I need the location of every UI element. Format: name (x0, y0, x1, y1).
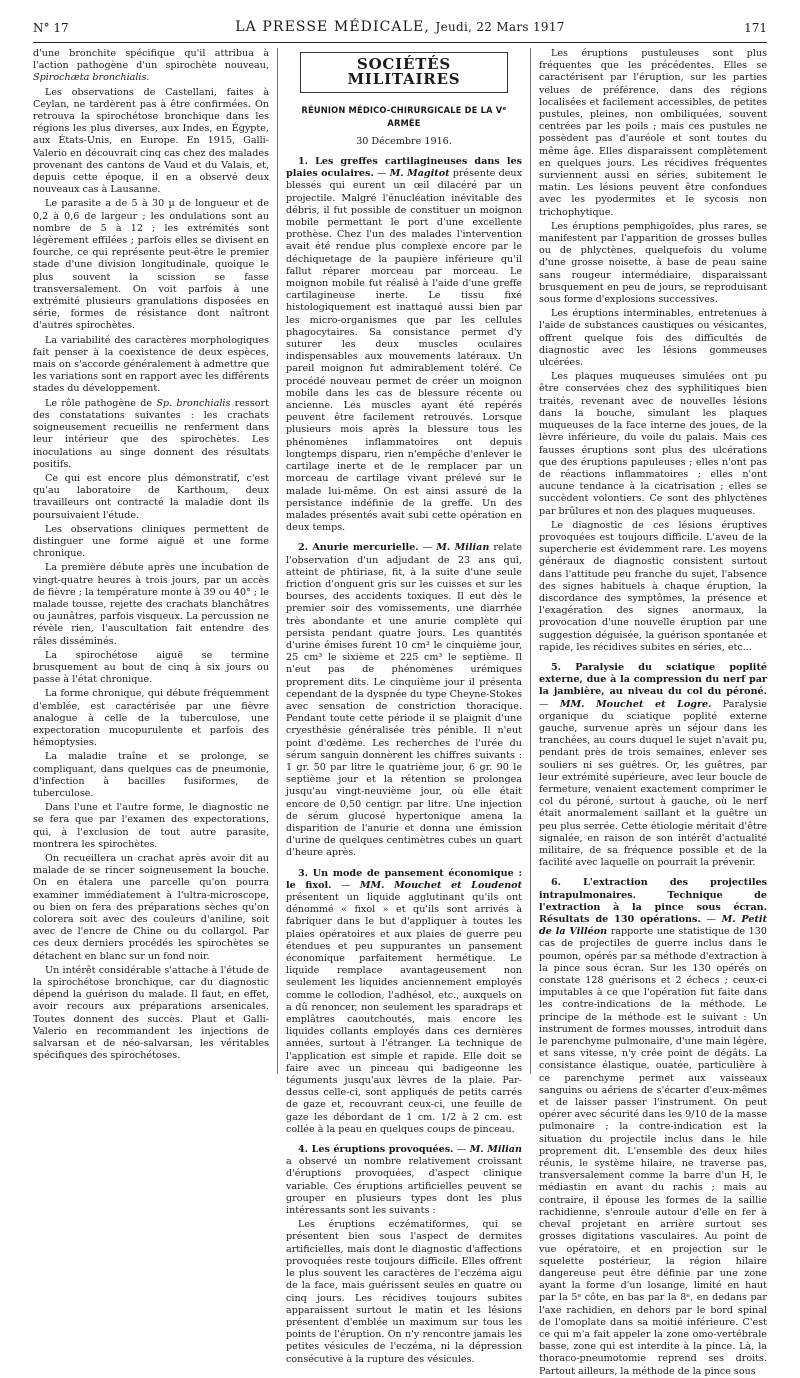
text: présentent un liquide agglutinant qu'ils ont dénommé « fixol » et qu'ils sont arrivés à fabriquer dans le but d'appliquer à toutes les plaies opératoires et aux plaies de guerre peu étendues et peu suppurantes un pansement économique parfaitement hermétique. Le liquide remplace avantageusement non seulement les liquides anciennement employés comme le collodion, l'adhésol, etc., auxquels on a dû renoncer, non seulement les sparadraps et emplâtres caoutchoutés, mais encore les liquides collants employés dans ces dernières années, surtout à l'étranger. La technique de l'application est simple et rapide. Elle doit se faire avec un pinceau qui badigeonne les téguments jusqu'aux lèvres de la plaie. Par-dessus celle-ci, sont appliqués de petits carrés de gaze et, recouvrant ceux-ci, une feuille de gaze les débordant de 1 cm. 1/2 à 2 cm. est collée à la peau en quelques coups de pinceau. (286, 892, 522, 1135)
journal-title: LA PRESSE MÉDICALE, (235, 19, 430, 35)
text: a observé un nombre relativement croissant d'éruptions provoquées, d'aspect clinique variable. Ces éruptions artificielles peuvent se grouper en plusieurs types dont les plus intéressants sont les suivants : (286, 1156, 522, 1217)
paragraph: Le diagnostic de ces lésions éruptives provoquées est toujours difficile. L'aveu de la supercherie est évidemment rare. Les moyens généraux de diagnostic consistent surtout dans l'attitude peu franche du sujet, l'absence des signes habituels à chaque éruption, la discordance des symptômes, la présence et l'exagération des signes anormaux, la provocation d'une nouvelle éruption par une suggestion déguisée, la guérison spontanée et rapide, les récidives subites en séries, etc... (539, 519, 767, 653)
running-header (33, 19, 767, 39)
paragraph: Les éruptions pustuleuses sont plus fréquentes que les précédentes. Elles se caractérisent par l'éruption, sur les parties velues de préférence, dans des régions localisées et facilement accessibles, de petites pustules, pleines, non ombiliquées, souvent centrées par les poils ; mais ces pustules ne possèdent pas d'auréole et sont toutes du même âge. Elles disparaissent complètement en quelques jours. Les récidives fréquentes surviennent aussi en séries, subitement le matin. Les lésions peuvent être confondues avec les pyodermites et le sycosis non trichophytique. (539, 48, 767, 218)
communication-title: 4. Les éruptions provoquées. (298, 1144, 454, 1156)
species-name: Spirochæta bronchialis. (33, 72, 150, 84)
page-number: 171 (744, 21, 767, 35)
paragraph: La maladie traîne et se prolonge, se compliquant, dans quelques cas de pneumonie, d'infection à bacilles fusiformes, de tuberculose. (33, 751, 269, 799)
paragraph: On recueillera un crachat après avoir dit au malade de se rincer soigneusement la bouche. On en étalera une parcelle qu'on pourra examiner immédiatement à l'ultra-microscope, ou bien on fera des préparations sèches qu'on colorera soit avec des couleurs d'aniline, soit avec de l'encre de Chine ou du collargol. Par ces deux derniers procédés les spirochètes se détachent en blanc sur un fond noir. (33, 853, 269, 962)
text: Le rôle pathogène de (45, 397, 153, 409)
column-divider (277, 48, 278, 1074)
communication: 5. Paralysie du sciatique poplité externe, due à la compression du nerf par la jambière, au niveau du col du péroné. — MM. Mouchet et Logre. Paralysie organique du sciatique poplité externe gauche, survenue après un séjour dans les tranchées, au cours duquel le sujet n'avait pu, pendant près de trois semaines, enlever ses souliers ni ses guêtres. Or, les guêtres, par leur extrémité supérieure, avec leur boucle de fermeture, venaient exactement comprimer le col du péroné, surtout à gauche, où le nerf était anormalement saillant et la guêtre un peu plus serrée. Cette étiologie méritait d'être signalée, en raison de son intérêt d'actualité militaire, de sa fréquence possible et de la facilité avec laquelle on pourrait la prévenir. (539, 661, 767, 869)
paragraph: La forme chronique, qui débute fréquemment d'emblée, est caractérisée par une fièvre analogue à celle de la tuberculose, une expectoration mucopurulente et parfois des hémoptysies. (33, 688, 269, 749)
paragraph: Les observations cliniques permettent de distinguer une forme aiguë et une forme chronique. (33, 523, 269, 560)
paragraph: Les plaques muqueuses simulées ont pu être conservées chez des syphilitiques bien traités, revenant avec de nouvelles lésions dans la bouche, simulant les plaques muqueuses de la face interne des joues, de la lèvre inférieure, du voile du palais. Mais ces fausses éruptions sont plus des ulcérations que des éruptions papuleuses ; elles n'ont pas de réactions inflammatoires ; elles n'ont aucune tendance à la cicatrisation ; elles se succèdent volontiers. Ce sont des phlyctènes par brûlures et non des plaques muqueuses. (539, 371, 767, 517)
communication-title: 3. Un mode de pansement économique : le fixol. (286, 867, 522, 891)
issue-date: Jeudi, 22 Mars 1917 (435, 20, 565, 34)
communication: 3. Un mode de pansement économique : le fixol. — MM. Mouchet et Loudenot présentent un liquide agglutinant qu'ils ont dénommé « fixol » et qu'ils sont arrivés à fabriquer dans le but d'appliquer à toutes les plaies opératoires et aux plaies de guerre peu étendues et peu suppurantes un pansement économique parfaitement hermétique. Le liquide remplace avantageusement non seulement les liquides anciennement employés comme le collodion, l'adhésol, etc., auxquels on a dû renoncer, non seulement les sparadraps et emplâtres caoutchoutés, mais encore les liquides collants employés dans ces dernières années, surtout à l'étranger. La technique de l'application est simple et rapide. Elle doit se faire avec un pinceau qui badigeonne les téguments jusqu'aux lèvres de la plaie. Par-dessus celle-ci, sont appliqués de petits carrés de gaze et, recouvrant ceux-ci, une feuille de gaze les débordant de 1 cm. 1/2 à 2 cm. est collée à la peau en quelques coups de pinceau. (286, 867, 522, 1135)
paragraph: La première débute après une incubation de vingt-quatre heures à trois jours, par un accès de fièvre ; la température monte à 39 ou 40° ; le malade tousse, rejette des crachats blanchâtres ou jaunâtres, parfois visqueux. La percussion ne révèle rien, l'auscultation fait entendre des râles disséminés. (33, 562, 269, 647)
species-name: Sp. bronchialis (156, 397, 231, 409)
section-banner (300, 52, 508, 93)
text: d'une bronchite spécifique qu'il attribua à l'action pathogène d'un spirochète nouveau, (33, 48, 269, 72)
paragraph: Les éruptions pemphigoïdes, plus rares, se manifestent par l'apparition de grosses bulles ou de phlyctènes, quelquefois du volume d'une grosse noisette, à base de peau saine sans rougeur intermédiaire, disparaissant brusquement en peu de jours, se reproduisant sous forme d'explosions successives. (539, 220, 767, 306)
text: présente deux blessés qui eurent un œil dilacéré par un projectile. Malgré l'énucléation inévitable des débris, il fut possible de constituer un moignon mobile permettant le port d'une excellente prothèse. Chez l'un des malades l'intervention avait été rendue plus complexe encore par le déchiquetage de la paupière inférieure qu'il fallut réparer morceau par morceau. Le moignon mobile fut réalisé à l'aide d'une greffe cartilagineuse inerte. Le tissu fixé histologiquement est inattaqué aussi bien par les micro-organismes que par les cellules phagocytaires. Sa consistance permet d'y suturer les deux muscles oculaires indispensables aux mouvements latéraux. Un pareil moignon fut admirablement toléré. Ce procédé nouveau permet de créer un moignon mobile dans les cas de blessure récente ou ancienne. Les muscles ayant été repérés peuvent être facilement retrouvés. Lorsque plusieurs mois après la blessure tous les phénomènes inflammatoires ont depuis longtemps disparu, rien n'empêche d'enlever le cartilage inerte et de le remplacer par un morceau de cartilage vivant prélevé sur le malade lui-même. On est ainsi assuré de la persistance indéfinie de la greffe. Un des malades présentés avait subi cette opération en deux temps. (286, 168, 522, 534)
paragraph (33, 48, 269, 85)
paragraph: Ce qui est encore plus démonstratif, c'est qu'au laboratoire de Karthoum, deux travailleurs ont contracté la maladie dont ils poursuivaient l'étude. (33, 472, 269, 521)
paragraph: La spirochétose aiguë se termine brusquement au bout de cinq à six jours ou passe à l'état chronique. (33, 649, 269, 686)
author: M. Milian (469, 1144, 522, 1156)
text: ressort des constatations suivantes : les crachats soigneusement recueillis ne renferment dans leur intérieur que des spirochètes. Les inoculations au singe donnent des résultats positifs. (33, 397, 269, 470)
meeting-date: 30 Décembre 1916. (356, 135, 452, 147)
communication-title: 1. Les greffes cartilagineuses dans les plaies oculaires. (286, 156, 522, 180)
communication: 6. L'extraction des projectiles intrapulmonaires. Technique de l'extraction à la pince sous écran. Résultats de 130 opérations. — M. Petit de la Villéon rapporte une statistique de 130 cas de projectiles de guerre inclus dans le poumon, opérés par sa méthode d'extraction à la pince sous écran. Sur les 130 opérés on constate 128 guérisons et 2 échecs ; ceux-ci imputables à ce que l'opération fut faite dans les contre-indications de la méthode. Le principe de la méthode est le suivant : Un instrument de formes mousses, introduit dans le parenchyme pulmonaire, d'une main légère, et sans vitesse, n'y crée point de dégâts. La consistance élastique, ouatée, particulière à ce parenchyme permet aux vaisseaux sanguins ou aériens de s'écarter d'eux-mêmes et de laisser passer l'instrument. On peut opérer avec sécurité dans les 9/10 de la masse pulmonaire ; la contre-indication est la situation du projectile inclus dans le hile proprement dit. L'ensemble des deux hiles réunis, le système hilaire, ne traverse pas, transversalement comme la barre d'un H, le médiastin en avant du rachis ; mais au contraire, il épouse les formes de la saillie rachidienne, s'enroule autour d'elle en fer à cheval projetant en arrière surtout ses grosses digitations vasculaires. Au point de vue opératoire, et en projection sur le squelette postérieur, la région hilaire dangereuse peut être définie par une zone ayant la forme d'un losange, limité en haut par la 5ᵉ côte, en bas par la 8ᵉ, en dedans par l'axe rachidien, en dehors par le bord spinal de l'omoplate dans sa moitié inférieure. C'est ce qui m'a fait appeler la zone omo-vertébrale basse, zone qui est interdite à la pince. Là, la thoraco-pneumotomie reprend ses droits. Partout ailleurs, la méthode de la pince sous (539, 877, 767, 1377)
paragraph: Dans l'une et l'autre forme, le diagnostic ne se fera que par l'examen des expectorations, qui, à l'exclusion de tout autre parasite, montrera les spirochètes. (33, 802, 269, 850)
meeting-heading: RÉUNION MÉDICO-CHIRURGICALE DE LA Vᵉ ARMÉE (301, 105, 507, 129)
communication-title: 2. Anurie mercurielle. (298, 542, 419, 554)
text: rapporte une statistique de 130 cas de projectiles de guerre inclus dans le poumon, opérés par sa méthode d'extraction à la pince sous écran. Sur les 130 opérés on constate 128 guérisons et 2 échecs ; ceux-ci imputables à ce que l'opération fut faite dans les contre-indications de la méthode. Le principe de la méthode est le suivant : Un instrument de formes mousses, introduit dans le parenchyme pulmonaire, d'une main légère, et sans vitesse, n'y crée point de dégâts. La consistance élastique, ouatée, particulière à ce parenchyme permet aux vaisseaux sanguins ou aériens de s'écarter d'eux-mêmes et de laisser passer l'instrument. On peut opérer avec sécurité dans les 9/10 de la masse pulmonaire ; la contre-indication est la situation du projectile inclus dans le hile proprement dit. L'ensemble des deux hiles réunis, le système hilaire, ne traverse pas, transversalement comme la barre d'un H, le médiastin en avant du rachis ; mais au contraire, il épouse les formes de la saillie rachidienne, s'enroule autour d'elle en fer à cheval projetant en arrière surtout ses grosses digitations vasculaires. Au point de vue opératoire, et en projection sur le squelette postérieur, la région hilaire dangereuse peut être définie par une zone ayant la forme d'un losange, limité en haut par la 5ᵉ côte, en bas par la 8ᵉ, en dedans par l'axe rachidien, en dehors par le bord spinal de l'omoplate dans sa moitié inférieure. C'est ce qui m'a fait appeler la zone omo-vertébrale basse, zone qui est interdite à la pince. Là, la thoraco-pneumotomie reprend ses droits. Partout ailleurs, la méthode de la pince sous (539, 926, 767, 1377)
paragraph: Le parasite a de 5 à 30 µ de longueur et de 0,2 à 0,6 de largeur ; les ondulations sont au nombre de 5 à 12 ; les extrémités sont légèrement effilées ; parfois elles se divisent en fourche, ce qui représente peut-être le premier stade d'une division longitudinale, quoique le plus souvent la scission se fasse transversalement. On voit parfois à une extrémité plusieurs granulations disposées en série, formes de résistance dont naîtront d'autres spirochètes. (33, 198, 269, 332)
journal-title-line (33, 19, 767, 35)
column-right (539, 48, 767, 1377)
communication: 2. Anurie mercurielle. — M. Milian relate l'observation d'un adjudant de 23 ans qui, atteint de phtiriase, fit, à la suite d'une seule friction d'onguent gris sur les cuisses et sur les bourses, des accidents toxiques. Il eut dès le premier soir des vomissements, une diarrhée très abondante et une anurie complète qui persista pendant quatre jours. Les quantités d'urine émises furent 10 cm³ le cinquième jour, 25 cm³ le sixième et 225 cm³ le septième. Il n'eut pas de phénomènes urémiques proprement dits. Le cinquième jour il présenta cependant de la dyspnée du type Cheyne-Stokes avec sensation de constriction thoracique. Pendant toute cette période il se plaignit d'une cryesthésie généralisée très pénible. Il n'eut point d'œdème. Les recherches de l'urée du sérum sanguin donnèrent les chiffres suivants : 1 gr. 50 par litre le quatrième jour, 6 gr. 90 le septième jour et la rétention se prolongea jusqu'au vingt-neuvième jour, où elle était encore de 0,50 centigr. par litre. Une injection de sérum glucosé hypertonique amena la disparition de l'anurie et donna une émission d'urine de quelques centimètres cubes un quart d'heure après. (286, 542, 523, 859)
section-title: SOCIÉTÉS MILITAIRES (347, 55, 461, 89)
header-rule (33, 42, 767, 43)
paragraph: Les éruptions eczématiformes, qui se présentent bien sous l'aspect de dermites artificielles, mais dont le diagnostic d'affections provoquées reste toujours difficile. Elles offrent le plus souvent les caractères de l'eczéma aigu de la face, mais guérissent seules en quatre ou cinq jours. Les récidives toujours subites apparaissent surtout le matin et les lésions présentent d'emblée un maximum sur tous les points de l'éruption. On n'y rencontre jamais les petites vésicules de l'eczéma, ni la dépression consécutive à la rupture des vésicules. (286, 1219, 522, 1365)
paragraph: La variabilité des caractères morphologiques fait penser à la coexistence de deux espèces, mais on s'accorde généralement à admettre que les variations sont en rapport avec les différents stades du développement. (33, 334, 269, 395)
text: relate l'observation d'un adjudant de 23 ans qui, atteint de phtiriase, fit, à la suite d'une seule friction d'onguent gris sur les cuisses et sur les bourses, des accidents toxiques. Il eut dès le premier soir des vomissements, une diarrhée très abondante et une anurie complète qui persista pendant quatre jours. Les quantités d'urine émises furent 10 cm³ le cinquième jour, 25 cm³ le sixième et 225 cm³ le septième. Il n'eut pas de phénomènes urémiques proprement dits. Le cinquième jour il présenta cependant de la dyspnée du type Cheyne-Stokes avec sensation de constriction thoracique. Pendant toute cette période il se plaignit d'une cryesthésie généralisée très pénible. Il n'eut point d'œdème. Les recherches de l'urée du sérum sanguin donnèrent les chiffres suivants : 1 gr. 50 par litre le quatrième jour, 6 gr. 90 le septième jour et la rétention se prolongea jusqu'au vingt-neuvième jour, où elle était encore de 0,50 centigr. par litre. Une injection de sérum glucosé hypertonique amena la disparition de l'anurie et donna une émission d'urine de quelques centimètres cubes un quart d'heure après. (286, 542, 523, 859)
communication-title: 6. L'extraction des projectiles intrapulmonaires. Technique de l'extraction à la pince sous écran. Résultats de 130 opérations. (539, 877, 767, 926)
author: MM. Mouchet et Logre. (559, 698, 712, 710)
column-middle (286, 48, 523, 1365)
paragraph: Un intérêt considérable s'attache à l'étude de la spirochétose bronchique, car du diagnostic dépend la guérison du malade. Il faut, en effet, avoir recours aux préparations arsenicales. Toutes donnent des succès. Plaut et Galli-Valerio en recommandent les injections de salvarsan et de néo-salvarsan, les véritables spécifiques des spirochétoses. (33, 964, 269, 1062)
paragraph: Les éruptions interminables, entretenues à l'aide de substances caustiques ou vésicantes, offrent quelque fois des difficultés de diagnostic avec les lésions gommeuses ulcérées. (539, 308, 767, 369)
communication-title: 5. Paralysie du sciatique poplité externe, due à la compression du nerf par la jambière, au niveau du col du péroné. (539, 661, 767, 698)
text: Paralysie organique du sciatique poplité externe gauche, survenue après un séjour dans les tranchées, au cours duquel le sujet n'avait pu, pendant près de trois semaines, enlever ses souliers ni ses guêtres. Or, les guêtres, par leur extrémité supérieure, avec leur boucle de fermeture, venaient exactement comprimer le col du péroné, surtout à gauche, où le nerf était anormalement saillant et la guêtre un peu plus serrée. Cette étiologie méritait d'être signalée, en raison de son intérêt d'actualité militaire, de sa fréquence possible et de la facilité avec laquelle on pourrait la prévenir. (539, 698, 767, 869)
communication: 1. Les greffes cartilagineuses dans les plaies oculaires. — M. Magitot présente deux blessés qui eurent un œil dilacéré par un projectile. Malgré l'énucléation inévitable des débris, il fut possible de constituer un moignon mobile permettant le port d'une excellente prothèse. Chez l'un des malades l'intervention avait été rendue plus complexe encore par le déchiquetage de la paupière inférieure qu'il fallut réparer morceau par morceau. Le moignon mobile fut réalisé à l'aide d'une greffe cartilagineuse inerte. Le tissu fixé histologiquement est inattaqué aussi bien par les micro-organismes que par les cellules phagocytaires. Sa consistance permet d'y suturer les deux muscles oculaires indispensables aux mouvements latéraux. Un pareil moignon fut admirablement toléré. Ce procédé nouveau permet de créer un moignon mobile dans les cas de blessure récente ou ancienne. Les muscles ayant été repérés peuvent être facilement retrouvés. Lorsque plusieurs mois après la blessure tous les phénomènes inflammatoires ont depuis longtemps disparu, rien n'empêche d'enlever le cartilage inerte et de le remplacer par un morceau de cartilage vivant prélevé sur le malade lui-même. On est ainsi assuré de la persistance indéfinie de la greffe. Un des malades présentés avait subi cette opération en deux temps. (286, 156, 522, 534)
paragraph (33, 398, 269, 471)
communication: 4. Les éruptions provoquées. — M. Milian a observé un nombre relativement croissant d'éruptions provoquées, d'aspect clinique variable. Ces éruptions artificielles peuvent se grouper en plusieurs types dont les plus intéressants sont les suivants : (286, 1144, 522, 1217)
paragraph: Les observations de Castellani, faites à Ceylan, ne tardèrent pas à être confirmées. On retrouva la spirochétose bronchique dans les régions les plus diverses, aux Indes, en Égypte, aux États-Unis, en Europe. En 1915, Galli-Valerio en découvrait cinq cas chez des malades provenant des cantons de Vaud et du Valais, et, depuis cette époque, il en a observé deux nouveaux cas à Lausanne. (33, 86, 269, 196)
column-divider (530, 48, 531, 1074)
author: M. Magitot (389, 168, 450, 180)
author: MM. Mouchet et Loudenot (359, 879, 522, 891)
issue-number: N° 17 (33, 21, 69, 35)
author: M. Milian (436, 542, 490, 554)
author: M. Petit de la Villéon (539, 914, 767, 938)
column-left (33, 48, 269, 1074)
